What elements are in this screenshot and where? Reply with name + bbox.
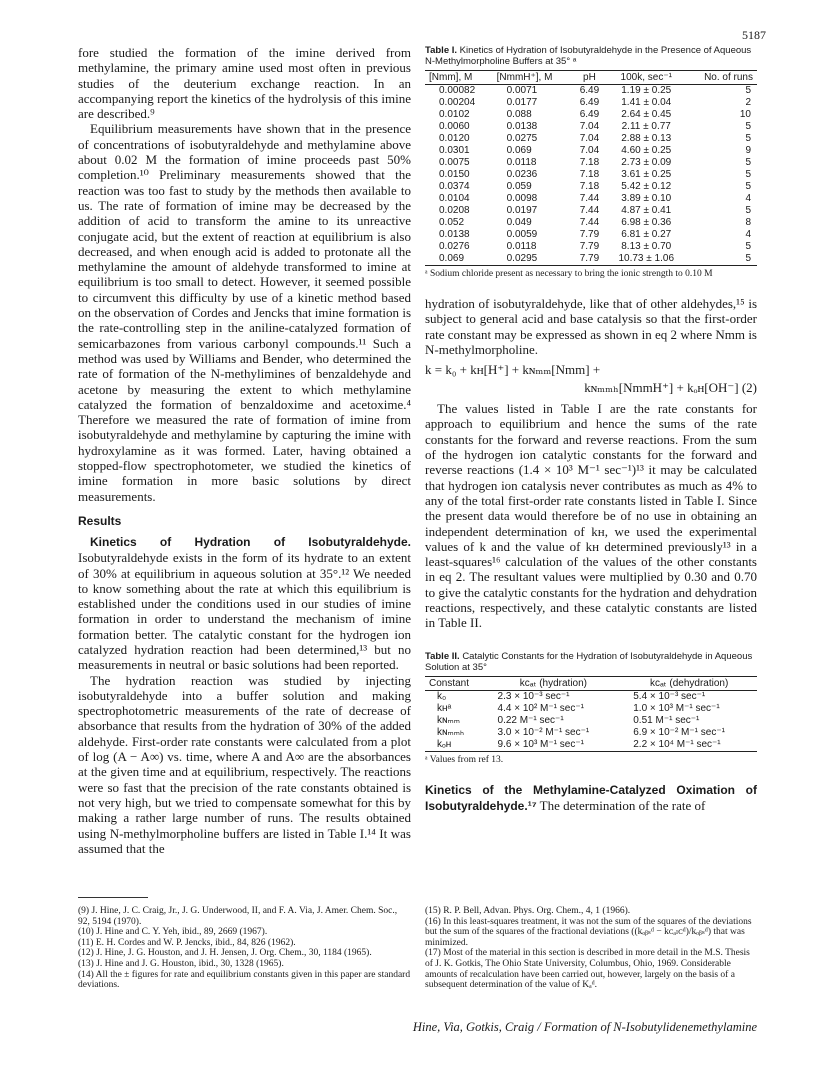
table2-header: kᴄₐₜ (dehydration) xyxy=(621,676,757,690)
table1-cell: 0.0301 xyxy=(439,145,470,156)
table1-header: pH xyxy=(572,71,606,85)
table1-cell: 4.87 ± 0.41 xyxy=(621,205,672,216)
table2-cell: kɴₘₘₕ xyxy=(437,726,465,738)
results-heading: Results xyxy=(78,513,122,528)
footnote-rule xyxy=(78,897,148,898)
reference-item: (9) J. Hine, J. C. Craig, Jr., J. G. Underwood, II, and F. A. Via, J. Amer. Chem. Soc., 92, 5194 (1970). xyxy=(78,906,398,927)
reference-item: (14) All the ± figures for rate and equilibrium constants given in this paper are standard deviations. xyxy=(78,969,411,991)
table1-cell: 3.89 ± 0.10 xyxy=(621,193,672,204)
right-column xyxy=(425,45,757,814)
table2-header: Constant xyxy=(425,676,486,690)
table1-cell: 5 xyxy=(745,157,751,168)
references-right xyxy=(425,906,757,991)
table2-row xyxy=(425,739,757,752)
table1-cell: 2.88 ± 0.13 xyxy=(621,133,672,144)
table1-row xyxy=(425,121,757,133)
page-number: 5187 xyxy=(742,28,766,42)
table2-header: kᴄₐₜ (hydration) xyxy=(486,676,622,690)
table2-caption xyxy=(425,651,757,673)
table1-caption-text: Kinetics of Hydration of Isobutyraldehyde in the Presence of Aqueous N-Methylmorpholine Buffers at 35° ᵃ xyxy=(425,45,752,67)
table2-cell: 0.22 M⁻¹ sec⁻¹ xyxy=(497,714,564,726)
table1-cell: 0.0120 xyxy=(439,133,470,144)
table1-row xyxy=(425,109,757,121)
table1-cell: 2.73 ± 0.09 xyxy=(621,157,672,168)
table1-row xyxy=(425,253,757,266)
table2 xyxy=(425,676,757,752)
oximation-text: The determination of the rate of xyxy=(539,797,706,813)
table1-row xyxy=(425,241,757,253)
table1-cell: 0.088 xyxy=(506,109,532,120)
table1-cell: 5 xyxy=(745,241,751,252)
table1-cell: 7.44 xyxy=(579,217,600,228)
table1-cell: 0.0208 xyxy=(439,205,470,216)
table2-cell: 9.6 × 10³ M⁻¹ sec⁻¹ xyxy=(486,739,622,752)
table2-cell: 3.0 × 10⁻² M⁻¹ sec⁻¹ xyxy=(497,726,590,738)
reference-item: (16) In this least-squares treatment, it was not the sum of the squares of the deviations but the sum of the squares of the fractional deviations ((kₒᵦₛᵈ − kᴄₐₗᴄᵈ)/kₒᵦₛᵈ) that was minimized. xyxy=(425,916,752,948)
table1-header: 100k, sec⁻¹ xyxy=(607,71,686,85)
table1-label: Table I. xyxy=(425,45,458,56)
table2-cell: kₒʜ xyxy=(425,739,486,752)
table1-cell: 7.18 xyxy=(579,181,600,192)
table1-cell: 0.0102 xyxy=(439,109,470,120)
table1-cell: 0.0177 xyxy=(506,97,538,108)
table1-row xyxy=(425,133,757,145)
table1-cell: 0.0059 xyxy=(506,229,538,240)
table1-cell: 8 xyxy=(745,217,751,228)
table2-label: Table II. xyxy=(425,650,460,662)
table1-row xyxy=(425,205,757,217)
table1-header: [Nmm], M xyxy=(425,71,493,85)
table1-cell: 6.98 ± 0.36 xyxy=(621,217,672,228)
references-left xyxy=(78,906,411,991)
table2-caption-text: Catalytic Constants for the Hydration of Isobutyraldehyde in Aqueous Solution at 35° xyxy=(425,650,753,673)
table2-body xyxy=(425,690,757,751)
table1-row xyxy=(425,193,757,205)
right-paragraph-1: hydration of isobutyraldehyde, like that of other aldehydes,¹⁵ is subject to general acid and base catalysis so that the first-order rate constant may be expressed as shown in eq 2 where Nmm is N-methylmorpholine. xyxy=(425,296,757,357)
table1-cell: 0.0118 xyxy=(506,241,537,252)
equation-line-2: kɴₘₘₕ[NmmH⁺] + kₒʜ[OH⁻] (2) xyxy=(584,380,757,396)
table1-body xyxy=(425,85,757,266)
right-paragraph-2: The values listed in Table I are the rate constants for approach to equilibrium and hence the sums of the rate constants for the forward and reverse reactions. From the sum of the hydrogen ion catalytic constants for the forward and reverse reactions (1.4 × 10³ M⁻¹ sec⁻¹)¹³ it may be calculated that hydrogen ion catalysis never contributes as much as 4% to any of the total first-order rate constants listed in Table I. Since the present data would therefore be of no use in obtaining an independent determination of kʜ, we used the experimental values of k and the value of kʜ determined previously¹³ in a least-squares¹⁶ calculation of the values of the other constants in eq 2. The resultant values were multiplied by 0.30 and 0.70 to give the catalytic constants for the hydration and dehydration reactions, respectively, and these catalytic constants are listed in Table II. xyxy=(425,401,757,631)
table1-row xyxy=(425,229,757,241)
table2-footnote: ᵃ Values from ref 13. xyxy=(425,754,504,765)
table1-row xyxy=(425,85,757,98)
left-paragraph-2: Equilibrium measurements have shown that in the presence of concentrations of isobutyraldehyde and methylamine above about 0.02 M the formation of imine proceeds past 50% completion.¹⁰ Preliminary measurements showed that the reaction was too fast to study by the methods then available to us. The rate of formation of imine may be decreased by the addition of acid to transform the amine to its unreactive conjugate acid, but the extent of reaction at equilibrium is also decreased, and when enough acid is added to protonate all the methylamine the amount of aldehyde transformed to imine at equilibrium is too small to detect. However, it seemed possible to circumvent this difficulty by use of a kinetic method based on the observation of Cordes and Jencks that imine formation is the rate-controlling step in the aniline-catalyzed formation of semicarbazones from various carbonyl compounds.¹¹ Such a method was used by Williams and Bender, who determined the rate of formation of the N-methylimines of benzaldehyde and acetone by measuring the extent to which methylamine catalyzed the formation of benzaldoxime and acetoxime.⁴ Therefore we measured the rate of formation of imine from isobutyraldehyde and methylamine by capturing the imine with hydroxylamine as it was formed. Later, having obtained a stopped-flow spectrophotometer, we studied the kinetics of imine formation in more basic solutions by direct measurements. xyxy=(78,121,411,504)
table1-cell: 5 xyxy=(745,169,751,180)
table1-cell: 0.049 xyxy=(506,217,532,228)
table1 xyxy=(425,70,757,266)
table1-cell: 1.19 ± 0.25 xyxy=(621,85,672,96)
table1-cell: 7.79 xyxy=(579,229,600,240)
reference-item: (12) J. Hine, J. G. Houston, and J. H. Jensen, J. Org. Chem., 30, 1184 (1965). xyxy=(78,948,372,959)
table1-cell: 10.73 ± 1.06 xyxy=(607,253,686,266)
table1-cell: 8.13 ± 0.70 xyxy=(621,241,672,252)
reference-item: (13) J. Hine and J. G. Houston, ibid., 30, 1328 (1965). xyxy=(78,958,284,969)
table1-cell: 3.61 ± 0.25 xyxy=(621,169,672,180)
table1-row xyxy=(425,181,757,193)
table1-cell: 0.0236 xyxy=(506,169,538,180)
table1-cell: 0.0138 xyxy=(439,229,470,240)
table1-cell: 7.44 xyxy=(579,193,600,204)
table2-cell: k₀ xyxy=(437,690,447,702)
table1-cell: 2.64 ± 0.45 xyxy=(621,109,672,120)
table1-cell: 7.04 xyxy=(579,133,600,144)
table1-cell: 7.79 xyxy=(572,253,606,266)
hydration-paragraph xyxy=(78,534,411,673)
table2-row xyxy=(425,715,757,727)
table1-row xyxy=(425,169,757,181)
table1-cell: 0.00204 xyxy=(439,97,476,108)
table2-row xyxy=(425,703,757,715)
reference-item: (10) J. Hine and C. Y. Yeh, ibid., 89, 2669 (1967). xyxy=(78,927,268,938)
table1-cell: 0.0060 xyxy=(439,121,470,132)
table1-cell: 0.069 xyxy=(425,253,493,266)
table1-cell: 0.0150 xyxy=(439,169,470,180)
table2-row xyxy=(425,690,757,703)
table1-caption xyxy=(425,45,757,67)
table1-cell: 4.60 ± 0.25 xyxy=(621,145,672,156)
left-column xyxy=(78,45,411,856)
table1-cell: 0.052 xyxy=(439,217,465,228)
table1-cell: 0.0071 xyxy=(506,85,538,96)
oximation-heading: Kinetics of the Methylamine-Catalyzed Oximation of Isobutyraldehyde.¹⁷ xyxy=(425,782,757,813)
table1-cell: 0.0295 xyxy=(493,253,573,266)
table1-cell: 6.49 xyxy=(579,109,600,120)
table1-cell: 1.41 ± 0.04 xyxy=(621,97,672,108)
table1-cell: 2.11 ± 0.77 xyxy=(621,121,671,132)
table2-cell: 5.4 × 10⁻³ sec⁻¹ xyxy=(633,690,706,702)
table1-cell: 0.0275 xyxy=(506,133,538,144)
table2-cell: 0.51 M⁻¹ sec⁻¹ xyxy=(633,714,700,726)
table2-row xyxy=(425,727,757,739)
table1-footnote: ᵃ Sodium chloride present as necessary to bring the ionic strength to 0.10 M xyxy=(425,269,713,279)
equation-2 xyxy=(425,361,757,397)
table2-cell: kɴₘₘ xyxy=(437,714,460,726)
table1-cell: 9 xyxy=(745,145,751,156)
reference-item: (11) E. H. Cordes and W. P. Jencks, ibid., 84, 826 (1962). xyxy=(78,937,296,948)
table1-cell: 0.0098 xyxy=(506,193,538,204)
table2-cell: 2.2 × 10⁴ M⁻¹ sec⁻¹ xyxy=(621,739,757,752)
hydration-heading: Kinetics of Hydration of Isobutyraldehyde. xyxy=(90,534,411,549)
table1-cell: 5 xyxy=(745,85,751,96)
table1-cell: 10 xyxy=(739,109,751,120)
table1-cell: 5 xyxy=(686,253,757,266)
table1-cell: 0.0197 xyxy=(506,205,538,216)
reference-item: (15) R. P. Bell, Advan. Phys. Org. Chem., 4, 1 (1966). xyxy=(425,906,631,916)
table1-cell: 5 xyxy=(745,181,751,192)
table2-cell: kʜᵃ xyxy=(437,702,452,714)
table1-cell: 7.44 xyxy=(579,205,600,216)
table1-cell: 5 xyxy=(745,121,751,132)
equation-line-1: k = k₀ + kʜ[H⁺] + kɴₘₘ[Nmm] + xyxy=(425,362,601,378)
table1-cell: 6.49 xyxy=(579,97,600,108)
table2-cell: 6.9 × 10⁻² M⁻¹ sec⁻¹ xyxy=(633,726,725,738)
oximation-paragraph xyxy=(425,782,757,815)
hydration-paragraph-2: The hydration reaction was studied by injecting isobutyraldehyde into a buffer solution and making spectrophotometric measurements of the rate of decrease of absorbance that results from the hydration of 30% of the added aldehyde. First-order rate constants were calculated from a plot of log (A − A∞) vs. time, where A and A∞ are the absorbances at the given time and at equilibrium, respectively. The reactions were so fast that the precision of the rate constants obtained is not very high, but we tried to compensate somewhat for this by making a rather large number of runs. The results obtained using N-methylmorpholine buffers are listed in Table I.¹⁴ It was assumed that the xyxy=(78,672,411,856)
table1-cell: 4 xyxy=(745,193,751,204)
table1-row xyxy=(425,157,757,169)
table1-row xyxy=(425,97,757,109)
table1-cell: 6.49 xyxy=(579,85,600,96)
table1-cell: 7.04 xyxy=(579,145,600,156)
table1-cell: 0.0104 xyxy=(439,193,470,204)
table1-cell: 0.0138 xyxy=(506,121,538,132)
reference-item: (17) Most of the material in this section is described in more detail in the M.S. Thesis of J. K. Gotkis, The Ohio State University, Columbus, Ohio, 1969. Considerable amounts of recalculation have been carried out, however, largely on the basis of a subsequent determination of the value of Kₐᵈ. xyxy=(425,948,750,991)
table1-cell: 5 xyxy=(745,133,751,144)
table1-cell: 0.059 xyxy=(506,181,532,192)
table2-cell: 2.3 × 10⁻³ sec⁻¹ xyxy=(497,690,570,702)
table1-header: [NmmH⁺], M xyxy=(493,71,573,85)
table2-cell: 4.4 × 10² M⁻¹ sec⁻¹ xyxy=(497,702,584,714)
table1-row xyxy=(425,145,757,157)
hydration-text: Isobutyraldehyde exists in the form of its hydrate to an extent of 30% at equilibrium in aqueous solution at 35°.¹² We needed to know something about the rate at which this equilibrium is established under the conditions used in our studies of imine formation in order to understand the mechanism of imine formation better. The catalytic constant for the hydrogen ion catalyzed hydration reaction had been determined,¹³ but no measurements in neutral or basic solutions had been reported. xyxy=(78,550,411,673)
table1-cell: 0.0276 xyxy=(439,241,470,252)
left-paragraph-1: fore studied the formation of the imine derived from methylamine, the primary amine used most often in previous studies of the deuterium exchange reaction. In an accompanying report the kinetics of the hydrolysis of this imine are described.⁹ xyxy=(78,45,411,122)
table1-header: No. of runs xyxy=(686,71,757,85)
table1-cell: 0.00082 xyxy=(439,85,476,96)
table1-cell: 0.069 xyxy=(506,145,532,156)
table1-cell: 6.81 ± 0.27 xyxy=(621,229,672,240)
table1-cell: 0.0075 xyxy=(439,157,470,168)
table1-cell: 5 xyxy=(745,205,751,216)
table1-cell: 2 xyxy=(745,97,751,108)
table1-cell: 7.18 xyxy=(579,157,600,168)
table1-cell: 0.0374 xyxy=(439,181,470,192)
table1-cell: 0.0118 xyxy=(506,157,537,168)
table2-cell: 1.0 × 10³ M⁻¹ sec⁻¹ xyxy=(633,702,720,714)
table1-cell: 7.18 xyxy=(579,169,600,180)
table1-cell: 7.04 xyxy=(579,121,600,132)
table1-row xyxy=(425,217,757,229)
table1-cell: 7.79 xyxy=(579,241,600,252)
table1-cell: 5.42 ± 0.12 xyxy=(621,181,672,192)
running-footer: Hine, Via, Gotkis, Craig / Formation of N-Isobutylidenemethylamine xyxy=(412,1020,757,1034)
table1-cell: 4 xyxy=(745,229,751,240)
